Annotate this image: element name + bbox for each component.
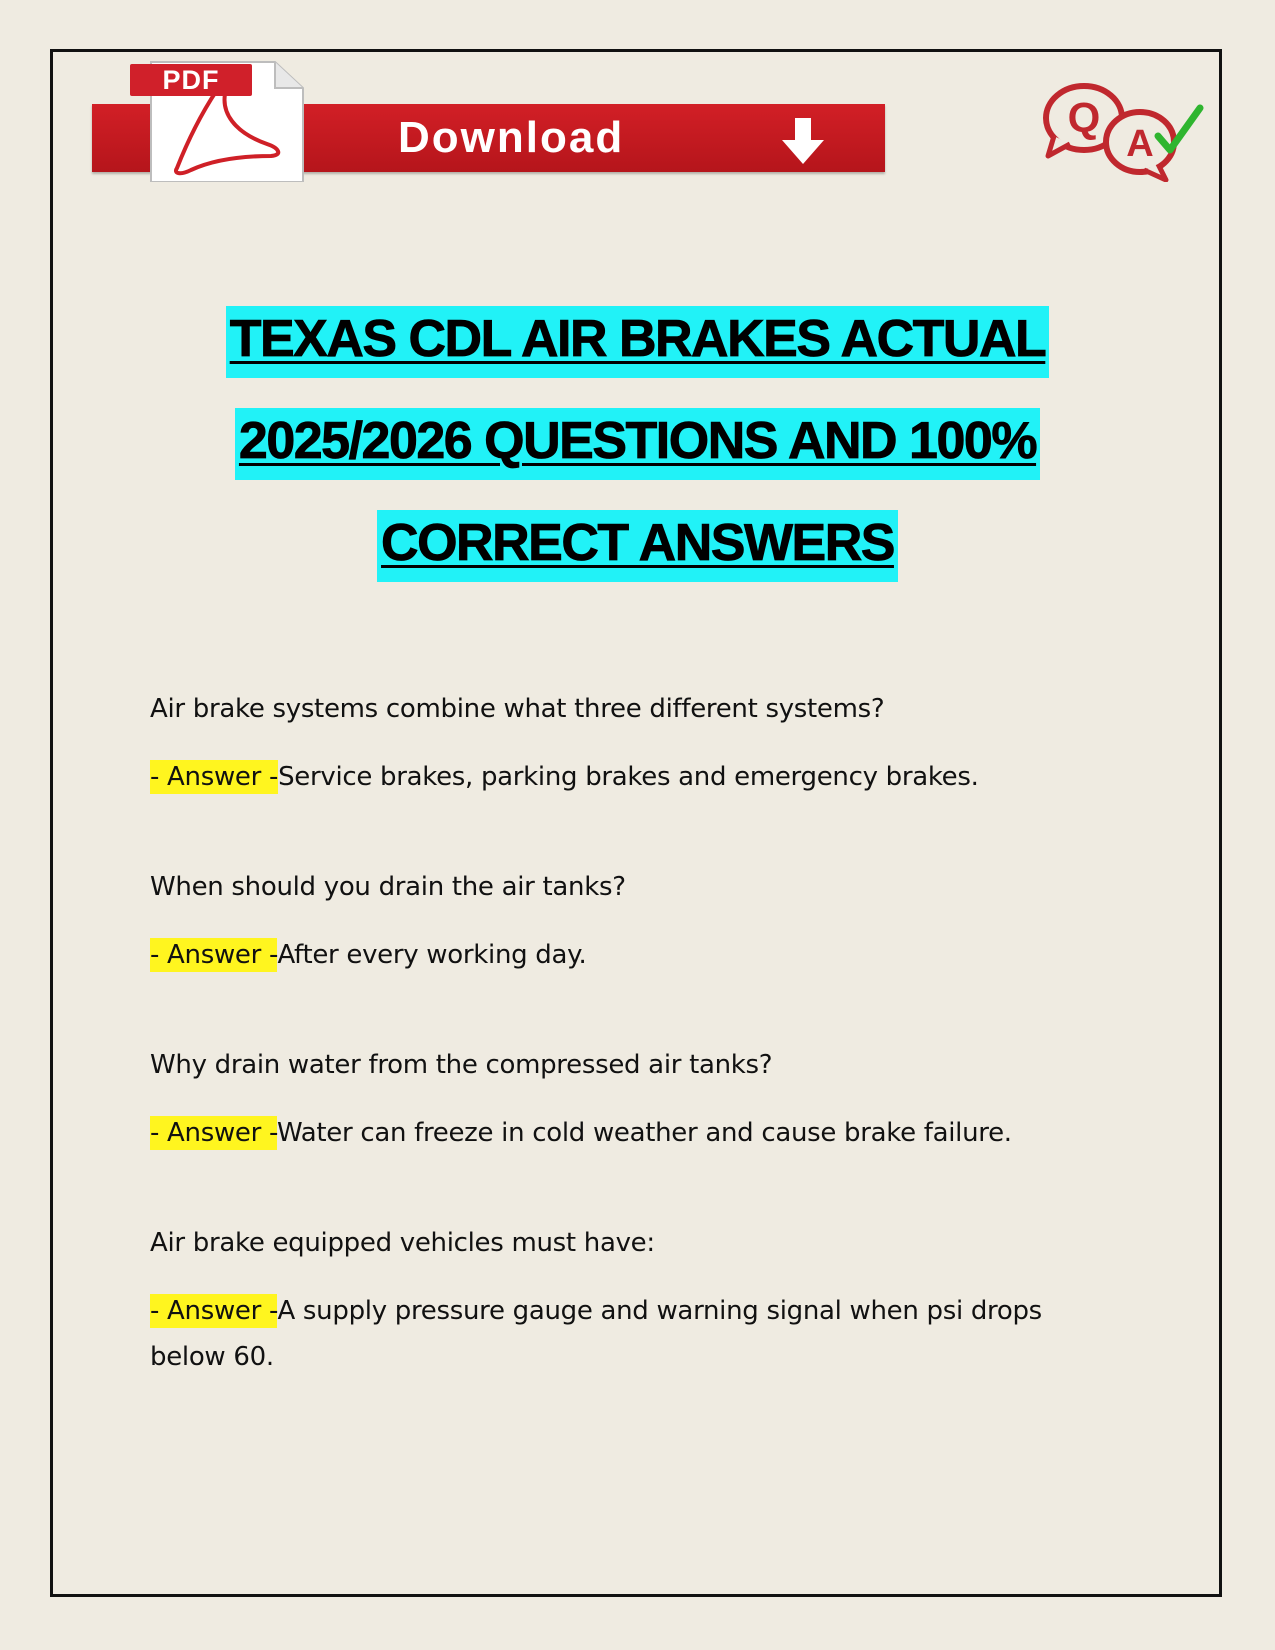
answer-line: [150, 1110, 1110, 1156]
qa-logo: [1040, 78, 1208, 182]
qa-item: [150, 864, 1110, 978]
qa-item: [150, 686, 1110, 800]
qa-list: [150, 686, 1110, 1444]
document-title: [60, 306, 1215, 612]
logo-a-letter: A: [1126, 123, 1154, 165]
qa-item: [150, 1220, 1110, 1380]
answer-line: [150, 1288, 1110, 1380]
answer-text: After every working day.: [277, 940, 587, 970]
title-line-3: CORRECT ANSWERS: [60, 510, 1215, 572]
answer-line: [150, 754, 1110, 800]
download-arrow-icon[interactable]: [780, 116, 826, 166]
download-label[interactable]: Download: [398, 113, 625, 162]
title-line-2: 2025/2026 QUESTIONS AND 100%: [60, 408, 1215, 470]
answer-prefix: - Answer -: [150, 762, 279, 792]
pdf-tag: PDF: [130, 64, 252, 96]
qa-item: [150, 1042, 1110, 1156]
answer-prefix: - Answer -: [150, 1296, 278, 1326]
title-line-1: TEXAS CDL AIR BRAKES ACTUAL: [60, 306, 1215, 368]
answer-text: A supply pressure gauge and warning signal when psi drops below 60.: [150, 1296, 1042, 1372]
question-text: Air brake systems combine what three different systems?: [150, 694, 885, 724]
answer-text: Service brakes, parking brakes and emergency brakes.: [278, 762, 979, 792]
answer-prefix: - Answer -: [150, 940, 278, 970]
question-text: Air brake equipped vehicles must have:: [150, 1228, 655, 1258]
question-text: When should you drain the air tanks?: [150, 872, 626, 902]
pdf-download-banner[interactable]: [92, 60, 885, 185]
logo-q-letter: Q: [1067, 94, 1101, 141]
question-text: Why drain water from the compressed air tanks?: [150, 1050, 773, 1080]
answer-line: [150, 932, 1110, 978]
answer-text: Water can freeze in cold weather and cause brake failure.: [277, 1118, 1012, 1148]
answer-prefix: - Answer -: [150, 1118, 278, 1148]
